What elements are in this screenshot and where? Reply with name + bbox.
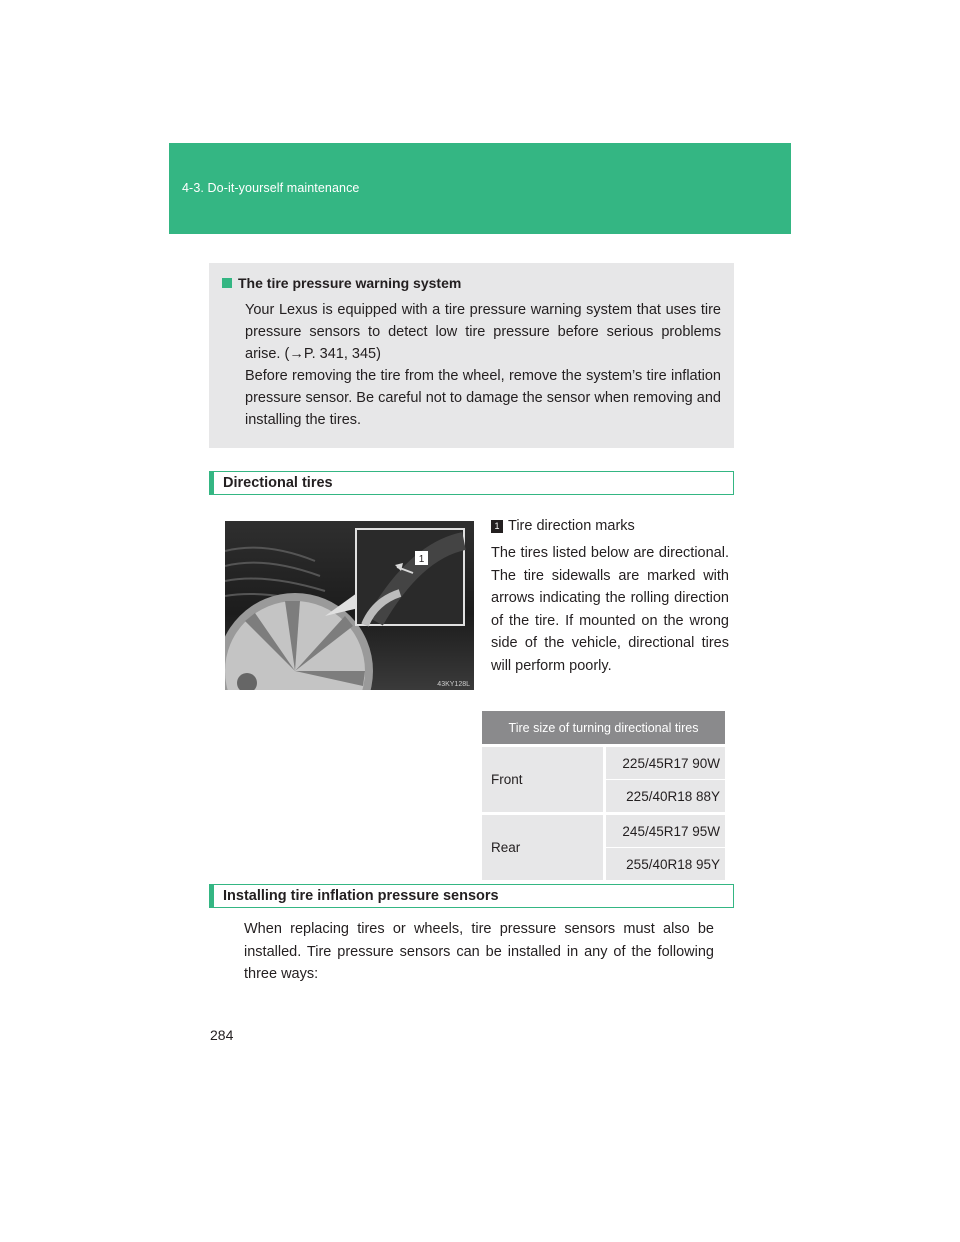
callout-marker: 1 xyxy=(491,520,503,533)
note-title: The tire pressure warning system xyxy=(238,275,462,291)
page-number: 284 xyxy=(210,1027,234,1043)
note-box xyxy=(209,263,734,448)
table-row xyxy=(482,814,725,848)
table-header: Tire size of turning directional tires xyxy=(482,711,725,746)
sensors-body: When replacing tires or wheels, tire pressure sensors must also be installed. Tire pressure sensors can be installed in any of the following three ways: xyxy=(244,921,714,982)
heading-accent-bar xyxy=(209,884,214,908)
tire-position: Rear xyxy=(482,814,605,881)
note-paragraph: Your Lexus is equipped with a tire pressure warning system that uses tire pressure sensors to detect low tire pressure before serious problems arise. (→P. 341, 345) xyxy=(245,302,721,362)
note-heading xyxy=(222,275,461,291)
figure-code: 43KY128L xyxy=(437,681,470,688)
tire-size: 255/40R18 95Y xyxy=(605,848,726,881)
tire-size: 245/45R17 95W xyxy=(605,814,726,848)
tire-size: 225/45R17 90W xyxy=(605,746,726,780)
section-header-band xyxy=(169,143,791,234)
directional-tires-heading xyxy=(209,471,734,495)
direction-mark-text: Tire direction marks xyxy=(508,518,635,534)
heading-text: Directional tires xyxy=(223,475,333,491)
heading-accent-bar xyxy=(209,471,214,495)
section-title: 4-3. Do-it-yourself maintenance xyxy=(182,181,360,195)
directional-description: The tires listed below are directional. The tire sidewalls are marked with arrows indicating the rolling direction of the tire. If mounted on the wrong side of the vehicle, directional tires will perform poorly. xyxy=(491,545,729,674)
tire-illustration-graphic xyxy=(225,521,474,690)
note-body xyxy=(245,299,721,431)
sensors-heading xyxy=(209,884,734,908)
tire-size-table xyxy=(482,711,725,880)
figure-callout-number: 1 xyxy=(418,554,425,565)
heading-text: Installing tire inflation pressure sensors xyxy=(223,888,499,904)
bullet-square-icon xyxy=(222,278,232,288)
tire-position: Front xyxy=(482,746,605,814)
table-row xyxy=(482,746,725,780)
tire-size: 225/40R18 88Y xyxy=(605,780,726,814)
direction-mark-label xyxy=(491,518,635,534)
tire-direction-illustration xyxy=(225,521,474,690)
note-paragraph: Before removing the tire from the wheel, remove the system’s tire inflation pressure sensor. Be careful not to damage the sensor when removing and installing the tires. xyxy=(245,368,721,428)
